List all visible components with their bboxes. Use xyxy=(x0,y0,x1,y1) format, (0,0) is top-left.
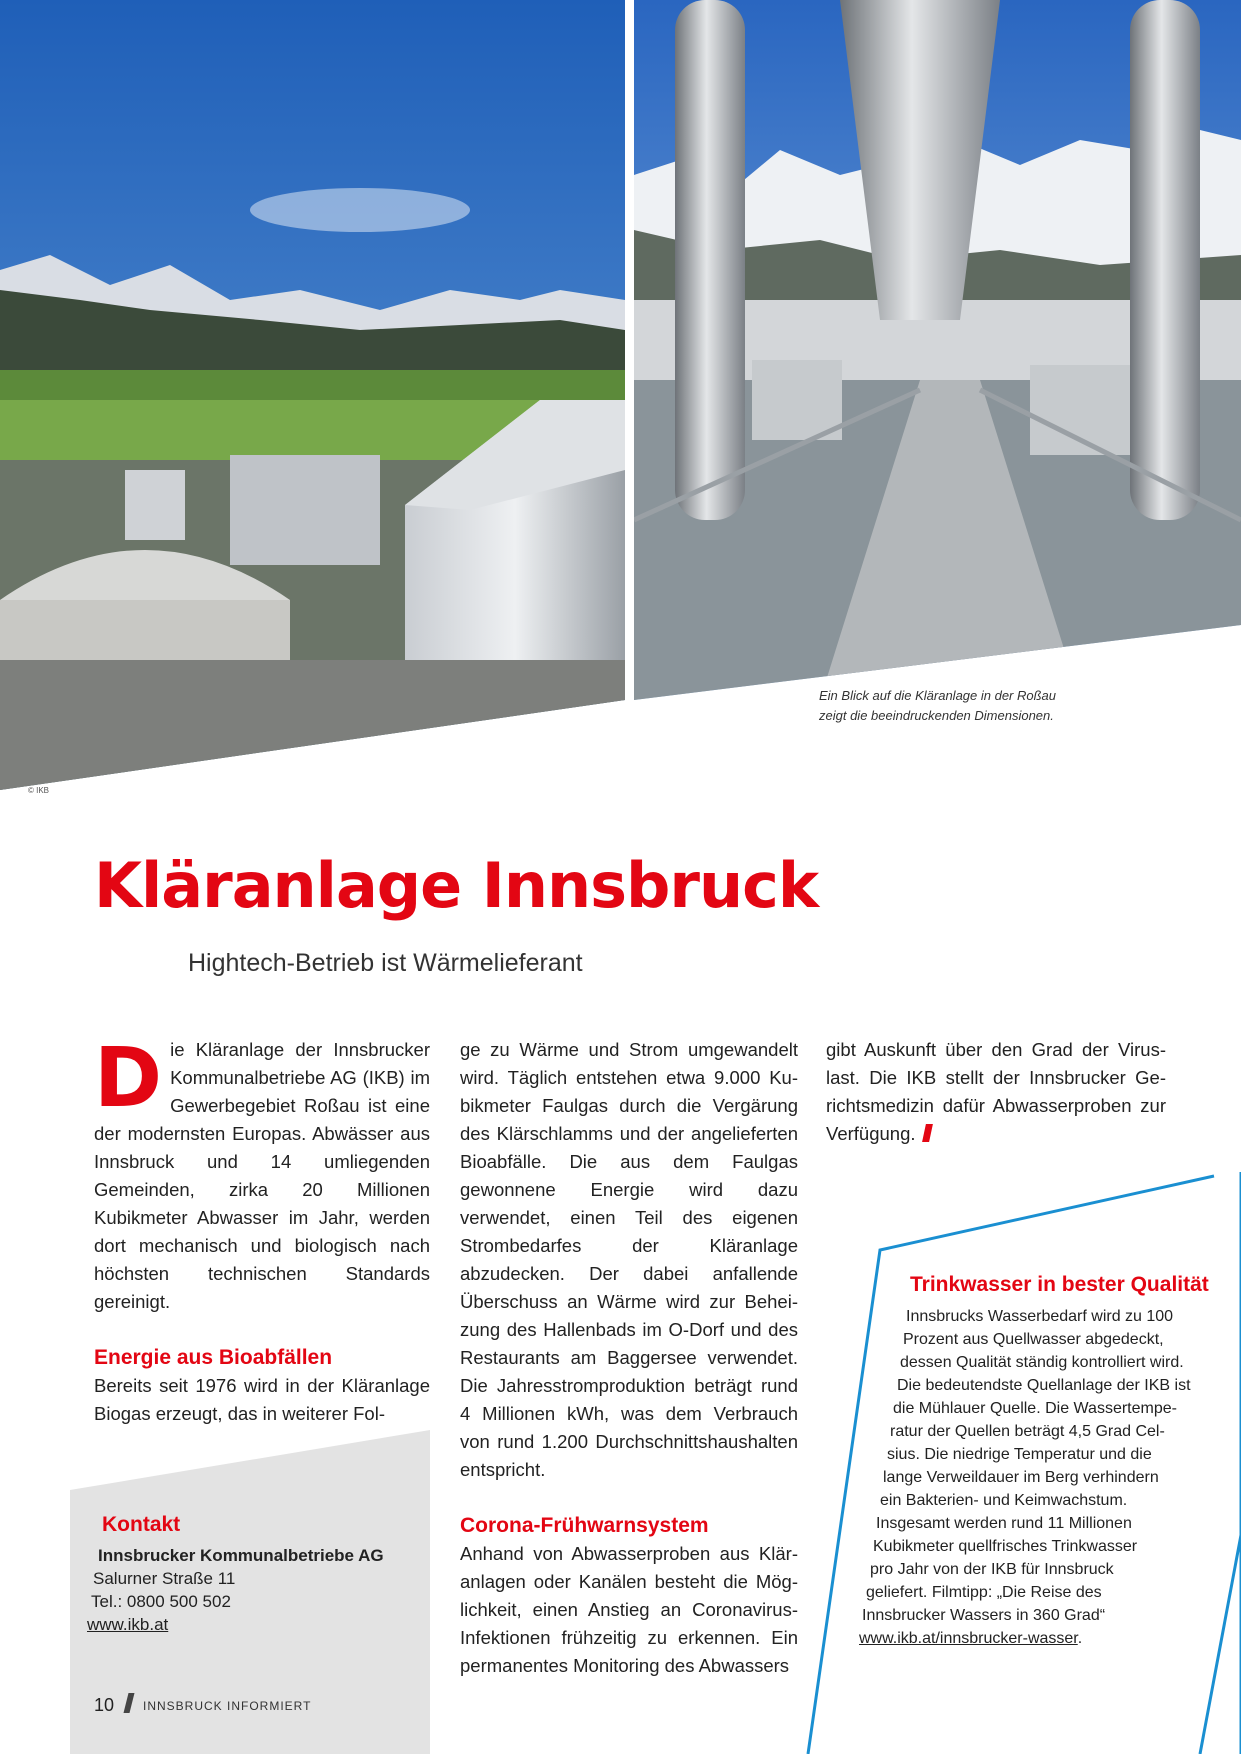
article-intro xyxy=(94,1031,430,1316)
trinkwasser-line: dessen Qualität ständig kontrolliert wird. xyxy=(900,1354,1184,1371)
trinkwasser-line: Kubikmeter quellfrisches Trinkwasser xyxy=(873,1538,1138,1555)
section-title-corona: Corona-Frühwarnsystem xyxy=(460,1514,709,1537)
page-title: Kläranlage Innsbruck xyxy=(94,849,819,922)
trinkwasser-line: Die bedeutendste Quellanlage der IKB ist xyxy=(897,1377,1191,1394)
trinkwasser-line: Innsbrucker Wassers in 360 Grad“ xyxy=(862,1607,1106,1624)
trinkwasser-link-line xyxy=(859,1628,1082,1650)
trinkwasser-line: die Mühlauer Quelle. Die Wassertempe- xyxy=(893,1400,1177,1417)
contact-website-link[interactable]: www.ikb.at xyxy=(87,1615,169,1634)
article-column-3 xyxy=(826,1036,1166,1148)
trinkwasser-line: sius. Die niedrige Temperatur und die xyxy=(887,1446,1152,1463)
trinkwasser-line: Innsbrucks Wasserbedarf wird zu 100 xyxy=(906,1308,1174,1325)
caption-line-2: zeigt die beeindruckenden Dimensionen. xyxy=(819,708,1054,723)
section-text-corona-1: Anhand von Abwasserproben aus Kläranlagen oder Kanälen besteht die Möglichkeit, einen Anstieg an Coronavirus-Infektionen frühzeitig zu erkennen. Ein permanentes Monitoring des Abwassers xyxy=(460,1543,798,1676)
section-text-bioabfaelle-2: ge zu Wärme und Strom umgewandelt wird. Täglich entstehen etwa 9.000 Kubikmeter Faulgas durch die Vergärung des Klärschlamms und der angelieferten Bioabfälle. Die aus dem Faulgas gewonnene Energie wird dazu verwendet, einen Teil des eigenen Strombedarfes der Kläranlage abzudecken. Der dabei anfallende Überschuss an Wärme wird zur Beheizung des Hallenbads im O-Dorf und des Restaurants am Baggersee verwendet. Die Jahresstromproduktion beträgt rund 4 Millionen kWh, was dem Verbrauch von rund 1.200 Durchschnittshaushalten entspricht. xyxy=(460,1039,798,1480)
photo-copyright: © IKB xyxy=(28,786,50,795)
caption-line-1: Ein Blick auf die Kläranlage in der Roßau xyxy=(819,688,1057,703)
page-number: 10 xyxy=(94,1695,115,1715)
trinkwasser-link[interactable]: www.ikb.at/innsbrucker-wasser xyxy=(859,1630,1078,1647)
trinkwasser-frame-diag xyxy=(1200,1535,1241,1754)
trinkwasser-line: Insgesamt werden rund 11 Millionen xyxy=(876,1515,1132,1532)
page-subtitle: Hightech-Betrieb ist Wärmelieferant xyxy=(188,949,583,977)
intro-text: ie Kläranlage der Innsbrucker Kommunalbetriebe AG (IKB) im Gewerbegebiet Roßau ist eine der modernsten Europas. Abwässer aus Innsbruck und 14 umliegenden Gemeinden, zirka 20 Millionen Kubikmeter Abwasser im Jahr, werden dort mechanisch und biologisch nach höchsten technischen Standards gereinigt. xyxy=(94,1039,430,1312)
article-column-2 xyxy=(460,1036,798,1680)
contact-label: Kontakt xyxy=(102,1513,181,1536)
trinkwasser-line: lange Verweildauer im Berg verhindern xyxy=(883,1469,1159,1486)
article-column-1 xyxy=(94,1031,430,1428)
trinkwasser-line: geliefert. Filmtipp: „Die Reise des xyxy=(866,1584,1102,1601)
contact-phone: Tel.: 0800 500 502 xyxy=(91,1592,231,1611)
trinkwasser-title: Trinkwasser in bester Qualität xyxy=(910,1273,1209,1296)
contact-street: Salurner Straße 11 xyxy=(93,1569,236,1588)
contact-company: Innsbrucker Kommunalbetriebe AG xyxy=(98,1546,384,1565)
article-end-mark xyxy=(922,1124,933,1142)
section-title-bioabfaelle: Energie aus Bioabfällen xyxy=(94,1346,333,1369)
trinkwasser-line: ratur der Quellen beträgt 4,5 Grad Cel- xyxy=(890,1423,1165,1440)
trinkwasser-line: ein Bakterien- und Keimwachstum. xyxy=(880,1492,1128,1509)
section-text-corona-2 xyxy=(826,1036,1166,1148)
trinkwasser-line: pro Jahr von der IKB für Innsbruck xyxy=(870,1561,1114,1578)
section-text-bioabfaelle-1: Bereits seit 1976 wird in der Kläranlage Biogas erzeugt, das in weiterer Fol- xyxy=(94,1375,430,1424)
trinkwasser-link-suffix: . xyxy=(1077,1630,1083,1647)
footer-publication-label: INNSBRUCK INFORMIERT xyxy=(143,1699,312,1713)
section-text-corona-2-content: gibt Auskunft über den Grad der Viruslast. Die IKB stellt der Innsbrucker Gerichtsmedizin dafür Abwasserproben zur Verfügung. xyxy=(826,1039,1166,1144)
drop-cap: D xyxy=(94,1031,163,1126)
trinkwasser-line: Prozent aus Quellwasser abgedeckt, xyxy=(903,1331,1164,1348)
